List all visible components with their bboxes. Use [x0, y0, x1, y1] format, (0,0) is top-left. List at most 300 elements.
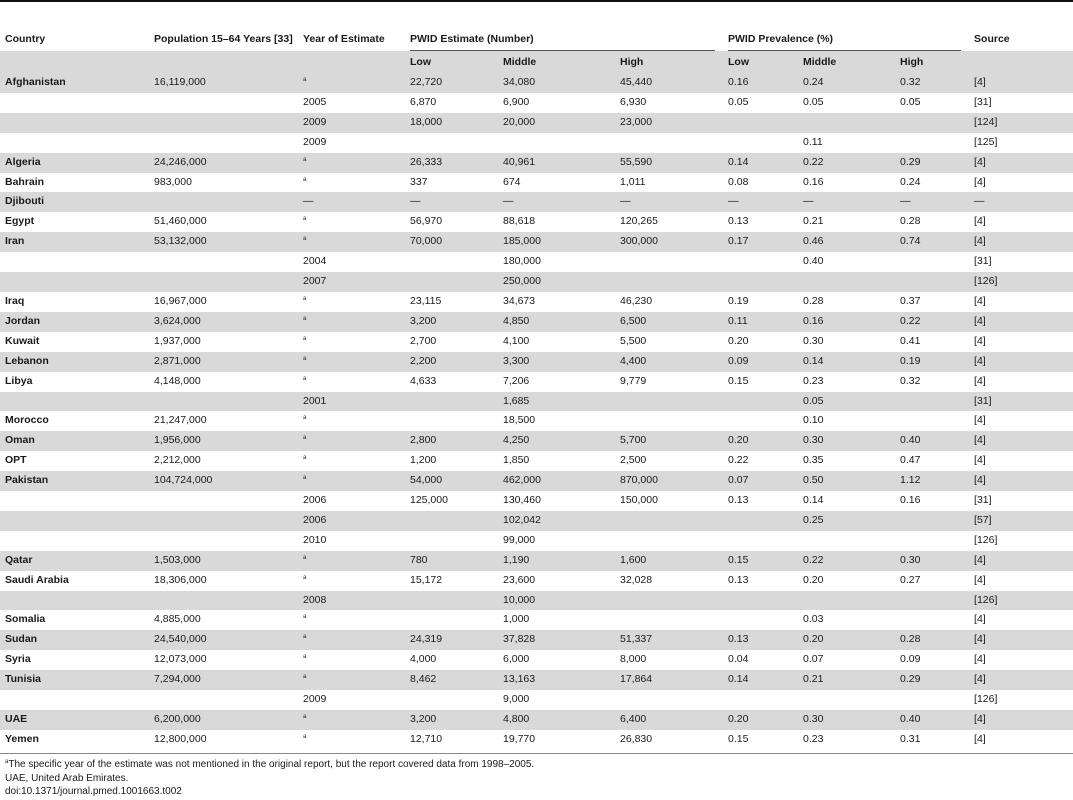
cell-number-low: 56,970: [410, 215, 443, 228]
cell-population: [149, 252, 298, 272]
cell-prevalence-low: 0.20: [728, 334, 749, 347]
cell-number-middle: 19,770: [503, 732, 536, 745]
cell-number-low: 70,000: [405, 232, 498, 252]
cell-number-low: 4,633: [410, 374, 437, 387]
footnote-marker: a: [303, 355, 307, 362]
cell-year: [298, 610, 405, 630]
cell-prevalence-middle: 0.28: [803, 294, 824, 307]
footnote-abbreviation: UAE, United Arab Emirates.: [5, 772, 129, 784]
cell-prevalence-high: [895, 392, 969, 412]
cell-year: [298, 451, 405, 471]
cell-population: [149, 272, 298, 292]
cell-source: [4]: [974, 732, 986, 745]
footnote-marker: a: [303, 415, 307, 422]
cell-prevalence-middle: 0.25: [798, 511, 895, 531]
cell-year: [298, 670, 405, 690]
cell-number-middle: 23,600: [503, 573, 536, 586]
cell-number-low: 2,800: [405, 431, 498, 451]
cell-number-high: [615, 591, 723, 611]
cell-prevalence-middle: 0.40: [803, 255, 824, 268]
cell-number-middle: 130,460: [503, 494, 541, 507]
table-row: [0, 451, 1073, 471]
footnote-marker: a: [5, 759, 9, 765]
cell-prevalence-high: [895, 252, 969, 272]
footnote-a-text: The specific year of the estimate was not mentioned in the original report, but the report covered data from 1998–2005.: [8, 759, 535, 770]
cell-source: [4]: [969, 471, 1073, 491]
cell-prevalence-middle: 0.14: [798, 352, 895, 372]
table-row: [0, 332, 1073, 352]
footnote-marker: a: [303, 295, 307, 302]
footnote-marker: a: [303, 315, 307, 322]
cell-prevalence-middle: 0.46: [798, 232, 895, 252]
cell-country: [0, 491, 149, 511]
cell-country: Tunisia: [0, 670, 149, 690]
cell-prevalence-high: [895, 411, 969, 431]
table-row: [0, 352, 1073, 372]
header-row-1: [0, 27, 1073, 51]
table-row: [0, 73, 1073, 93]
header-prevalence-middle: Middle: [798, 51, 895, 73]
cell-number-low: 24,319: [405, 630, 498, 650]
cell-population: 16,119,000: [149, 73, 298, 93]
cell-number-middle: 18,500: [503, 414, 536, 427]
cell-prevalence-low: [723, 272, 798, 292]
cell-number-middle: 4,250: [498, 431, 615, 451]
cell-prevalence-low: 0.20: [723, 431, 798, 451]
cell-source: [31]: [969, 392, 1073, 412]
cell-prevalence-low: 0.11: [723, 312, 798, 332]
cell-country: Libya: [5, 374, 33, 387]
table-row: [0, 392, 1073, 412]
cell-population: 6,200,000: [149, 710, 298, 730]
cell-number-middle: 7,206: [503, 374, 530, 387]
cell-source: [57]: [969, 511, 1073, 531]
cell-source: [126]: [974, 533, 998, 546]
cell-number-middle: 3,300: [498, 352, 615, 372]
cell-number-low: 12,710: [410, 732, 443, 745]
footnote-marker: a: [303, 77, 307, 83]
cell-prevalence-high: 0.37: [900, 294, 921, 307]
cell-number-middle: 674: [503, 175, 521, 188]
cell-country: [0, 113, 149, 133]
cell-prevalence-low: 0.13: [723, 630, 798, 650]
cell-country: OPT: [5, 454, 27, 467]
cell-number-high: 9,779: [620, 374, 647, 387]
table-row: [0, 312, 1073, 332]
cell-prevalence-middle: 0.35: [803, 454, 824, 467]
cell-prevalence-low: [723, 133, 798, 153]
cell-number-middle: 37,828: [498, 630, 615, 650]
cell-country: [0, 133, 149, 153]
table-row: [0, 551, 1073, 571]
cell-prevalence-high: 0.28: [900, 215, 921, 228]
cell-country: [0, 591, 149, 611]
cell-country: Saudi Arabia: [5, 573, 69, 586]
cell-year: [298, 153, 405, 173]
cell-source: [31]: [974, 95, 992, 108]
cell-source: [4]: [969, 153, 1073, 173]
table-row: [0, 93, 1073, 113]
cell-year: [298, 730, 405, 750]
cell-number-middle: 20,000: [498, 113, 615, 133]
header-country: Country: [5, 33, 46, 45]
table-row: [0, 630, 1073, 650]
cell-number-high: [615, 252, 723, 272]
cell-prevalence-middle: 0.05: [803, 95, 824, 108]
cell-source: [4]: [974, 215, 986, 228]
header-number-high: High: [615, 51, 723, 73]
cell-number-high: 120,265: [620, 215, 658, 228]
cell-prevalence-high: 0.16: [900, 494, 921, 507]
table-row: [0, 192, 1073, 212]
cell-prevalence-middle: 0.22: [798, 551, 895, 571]
cell-year: [298, 212, 405, 232]
cell-population: [149, 531, 298, 551]
cell-prevalence-middle: 0.23: [803, 732, 824, 745]
cell-number-low: 8,462: [405, 670, 498, 690]
cell-prevalence-low: [723, 531, 798, 551]
table-row: [0, 491, 1073, 511]
cell-prevalence-low: [723, 252, 798, 272]
cell-number-middle: 10,000: [498, 591, 615, 611]
cell-population: 53,132,000: [149, 232, 298, 252]
cell-population: [149, 511, 298, 531]
cell-number-middle: 13,163: [498, 670, 615, 690]
cell-population: 3,624,000: [149, 312, 298, 332]
cell-number-low: 23,115: [410, 294, 442, 307]
cell-number-low: 26,333: [405, 153, 498, 173]
cell-prevalence-low: 0.04: [728, 653, 749, 666]
cell-number-middle: 34,673: [503, 294, 536, 307]
cell-number-low: 337: [410, 175, 428, 188]
cell-number-middle: 102,042: [498, 511, 615, 531]
cell-number-low: 6,870: [410, 95, 437, 108]
cell-number-high: 150,000: [620, 494, 658, 507]
table-row: [0, 212, 1073, 232]
cell-prevalence-low: 0.20: [723, 710, 798, 730]
cell-prevalence-middle: [798, 113, 895, 133]
cell-prevalence-low: [723, 690, 798, 710]
cell-year: [298, 312, 405, 332]
cell-prevalence-middle: 0.21: [798, 670, 895, 690]
cell-population: 24,246,000: [149, 153, 298, 173]
cell-prevalence-middle: 0.21: [803, 215, 824, 228]
table-row: [0, 710, 1073, 730]
cell-number-low: 125,000: [410, 494, 448, 507]
cell-number-middle: 1,190: [498, 551, 615, 571]
table-row: [0, 670, 1073, 690]
cell-prevalence-low: 0.08: [728, 175, 749, 188]
cell-prevalence-high: 0.29: [895, 670, 969, 690]
cell-number-low: 22,720: [405, 73, 498, 93]
cell-number-middle: 462,000: [498, 471, 615, 491]
cell-source: [126]: [974, 693, 998, 706]
cell-prevalence-low: 0.14: [723, 153, 798, 173]
table-row: [0, 471, 1073, 491]
cell-year: [298, 232, 405, 252]
cell-source: [125]: [974, 135, 998, 148]
top-rule: [0, 0, 1073, 2]
cell-prevalence-middle: 0.22: [798, 153, 895, 173]
cell-number-low: 54,000: [405, 471, 498, 491]
cell-year: —: [298, 192, 405, 212]
cell-prevalence-high: 1.12: [895, 471, 969, 491]
cell-population: 12,800,000: [154, 732, 207, 745]
cell-prevalence-high: [895, 272, 969, 292]
cell-prevalence-high: 0.19: [895, 352, 969, 372]
cell-country: [0, 252, 149, 272]
table-row: [0, 591, 1073, 611]
cell-year: 2010: [303, 533, 327, 546]
cell-prevalence-high: 0.30: [895, 551, 969, 571]
cell-prevalence-high: 0.22: [895, 312, 969, 332]
cell-source: [4]: [969, 630, 1073, 650]
footnote-marker: a: [303, 435, 307, 442]
cell-prevalence-high: 0.32: [895, 73, 969, 93]
cell-number-high: 8,000: [620, 653, 647, 666]
cell-population: 16,967,000: [154, 294, 207, 307]
cell-number-middle: 1,850: [503, 454, 530, 467]
cell-number-middle: 250,000: [498, 272, 615, 292]
group-underline: [410, 50, 715, 51]
cell-source: [4]: [974, 334, 986, 347]
cell-number-middle: 1,685: [498, 392, 615, 412]
cell-number-low: 1,200: [410, 454, 437, 467]
cell-prevalence-low: [723, 610, 798, 630]
cell-prevalence-middle: —: [798, 192, 895, 212]
footnote-marker: a: [303, 554, 307, 561]
cell-source: [4]: [974, 613, 986, 626]
cell-country: Qatar: [0, 551, 149, 571]
cell-number-high: 4,400: [615, 352, 723, 372]
cell-number-high: 1,600: [615, 551, 723, 571]
cell-prevalence-low: 0.14: [723, 670, 798, 690]
cell-number-middle: [498, 133, 615, 153]
cell-year: [298, 710, 405, 730]
cell-year: [298, 292, 405, 312]
table-row: [0, 252, 1073, 272]
header-pwid-number: [405, 27, 723, 51]
table-row: [0, 730, 1073, 750]
cell-population: 18,306,000: [154, 573, 207, 586]
cell-prevalence-high: 0.74: [895, 232, 969, 252]
cell-population: 2,212,000: [154, 454, 201, 467]
cell-source: —: [969, 192, 1073, 212]
cell-year: 2009: [298, 113, 405, 133]
cell-number-high: 46,230: [620, 294, 653, 307]
cell-population: 51,460,000: [154, 215, 207, 228]
footnote-marker: a: [303, 375, 307, 382]
cell-number-low: 18,000: [405, 113, 498, 133]
cell-source: [4]: [969, 670, 1073, 690]
cell-population: [149, 392, 298, 412]
cell-source: [4]: [969, 431, 1073, 451]
cell-source: [124]: [969, 113, 1073, 133]
cell-country: Egypt: [5, 215, 35, 228]
table-row: [0, 292, 1073, 312]
cell-number-high: 1,011: [620, 175, 646, 188]
cell-year: [298, 551, 405, 571]
header-prevalence-high: High: [895, 51, 969, 73]
cell-prevalence-high: 0.32: [900, 374, 921, 387]
footnote-a: [5, 758, 534, 772]
cell-prevalence-middle: 0.30: [803, 334, 824, 347]
footnote-marker: a: [303, 674, 307, 681]
cell-source: [4]: [969, 551, 1073, 571]
cell-source: [4]: [974, 414, 986, 427]
cell-prevalence-low: 0.16: [723, 73, 798, 93]
cell-year: 2005: [303, 95, 327, 108]
cell-number-middle: 4,100: [503, 334, 530, 347]
footnote-marker: a: [303, 634, 307, 641]
cell-prevalence-high: [895, 511, 969, 531]
cell-population: [149, 192, 298, 212]
cell-population: [149, 690, 298, 710]
cell-year: 2006: [303, 494, 327, 507]
cell-year: [298, 411, 405, 431]
cell-year: 2009: [303, 693, 327, 706]
cell-population: [149, 93, 298, 113]
cell-prevalence-middle: 0.30: [798, 710, 895, 730]
footnote-marker: a: [303, 475, 307, 482]
cell-prevalence-middle: 0.30: [798, 431, 895, 451]
cell-country: [0, 272, 149, 292]
cell-year: 2004: [303, 255, 327, 268]
cell-number-high: 870,000: [615, 471, 723, 491]
cell-number-middle: 4,800: [498, 710, 615, 730]
cell-number-high: 300,000: [615, 232, 723, 252]
cell-prevalence-middle: 0.11: [803, 135, 823, 148]
cell-population: 1,956,000: [149, 431, 298, 451]
cell-number-low: [405, 252, 498, 272]
bottom-rule: [0, 753, 1073, 754]
cell-country: Iran: [0, 232, 149, 252]
cell-prevalence-high: 0.29: [895, 153, 969, 173]
cell-year: 2001: [298, 392, 405, 412]
cell-number-high: 17,864: [615, 670, 723, 690]
table-row: [0, 511, 1073, 531]
cell-population: 24,540,000: [149, 630, 298, 650]
cell-population: [149, 133, 298, 153]
cell-prevalence-high: 0.41: [900, 334, 921, 347]
table-row: [0, 372, 1073, 392]
cell-number-high: 6,500: [615, 312, 723, 332]
cell-number-middle: 40,961: [498, 153, 615, 173]
cell-prevalence-high: [895, 610, 969, 630]
cell-year: [298, 571, 405, 591]
cell-prevalence-middle: 0.14: [803, 494, 824, 507]
cell-prevalence-middle: 0.05: [798, 392, 895, 412]
cell-country: Syria: [5, 653, 31, 666]
cell-number-low: —: [405, 192, 498, 212]
cell-number-high: [615, 133, 723, 153]
cell-prevalence-high: [895, 591, 969, 611]
cell-prevalence-high: —: [895, 192, 969, 212]
header-prevalence-low: Low: [723, 51, 798, 73]
group-underline: [728, 50, 961, 51]
cell-source: [4]: [969, 232, 1073, 252]
footnote-marker: a: [303, 733, 307, 740]
cell-source: [126]: [969, 591, 1073, 611]
cell-country: [0, 690, 149, 710]
cell-number-low: [405, 690, 498, 710]
footnote-marker: a: [303, 176, 307, 183]
table-row: [0, 610, 1073, 630]
cell-country: [0, 392, 149, 412]
cell-number-high: 5,700: [615, 431, 723, 451]
cell-prevalence-low: 0.13: [728, 215, 749, 228]
cell-prevalence-high: 0.28: [895, 630, 969, 650]
header-number-middle: Middle: [498, 51, 615, 73]
pwid-estimates-table: [0, 27, 1073, 750]
cell-source: [4]: [969, 710, 1073, 730]
footnote-marker: a: [303, 216, 307, 223]
cell-number-middle: 34,080: [498, 73, 615, 93]
cell-prevalence-high: [895, 531, 969, 551]
cell-country: Djibouti: [0, 192, 149, 212]
cell-prevalence-low: [723, 113, 798, 133]
cell-source: [126]: [969, 272, 1073, 292]
cell-source: [4]: [969, 73, 1073, 93]
cell-prevalence-low: 0.07: [723, 471, 798, 491]
cell-prevalence-low: 0.13: [728, 573, 749, 586]
cell-number-low: 15,172: [410, 573, 443, 586]
cell-number-high: [615, 531, 723, 551]
cell-prevalence-low: 0.15: [728, 732, 749, 745]
cell-source: [4]: [974, 374, 986, 387]
cell-number-middle: 99,000: [503, 533, 536, 546]
footnote-marker: a: [303, 574, 307, 581]
cell-number-middle: 185,000: [498, 232, 615, 252]
cell-number-low: [405, 133, 498, 153]
cell-population: [149, 113, 298, 133]
cell-prevalence-middle: 0.16: [803, 175, 824, 188]
cell-number-middle: 180,000: [503, 255, 541, 268]
cell-number-low: 3,200: [405, 312, 498, 332]
cell-number-high: [615, 411, 723, 431]
cell-number-low: [405, 511, 498, 531]
footnote-marker: a: [303, 236, 307, 243]
cell-population: 4,885,000: [154, 613, 201, 626]
cell-country: Kuwait: [5, 334, 40, 347]
table-row: [0, 431, 1073, 451]
cell-prevalence-low: 0.17: [723, 232, 798, 252]
header-population: Population 15–64 Years [33]: [154, 33, 293, 45]
cell-prevalence-low: 0.22: [728, 454, 749, 467]
cell-population: 1,937,000: [154, 334, 201, 347]
cell-source: [4]: [969, 352, 1073, 372]
cell-number-high: 2,500: [620, 454, 647, 467]
cell-prevalence-middle: [798, 690, 895, 710]
cell-number-high: 6,930: [620, 95, 647, 108]
cell-prevalence-high: [895, 690, 969, 710]
cell-country: [0, 531, 149, 551]
cell-prevalence-low: [723, 591, 798, 611]
cell-number-middle: —: [498, 192, 615, 212]
table-row: [0, 153, 1073, 173]
cell-number-high: 5,500: [620, 334, 647, 347]
cell-prevalence-low: [723, 511, 798, 531]
cell-prevalence-high: 0.27: [900, 573, 921, 586]
cell-source: [4]: [974, 175, 986, 188]
cell-number-middle: 4,850: [498, 312, 615, 332]
footnote-marker: a: [303, 156, 307, 163]
cell-prevalence-high: [895, 133, 969, 153]
cell-number-low: 3,200: [405, 710, 498, 730]
cell-country: [0, 511, 149, 531]
cell-population: 104,724,000: [149, 471, 298, 491]
cell-number-middle: 9,000: [503, 693, 530, 706]
